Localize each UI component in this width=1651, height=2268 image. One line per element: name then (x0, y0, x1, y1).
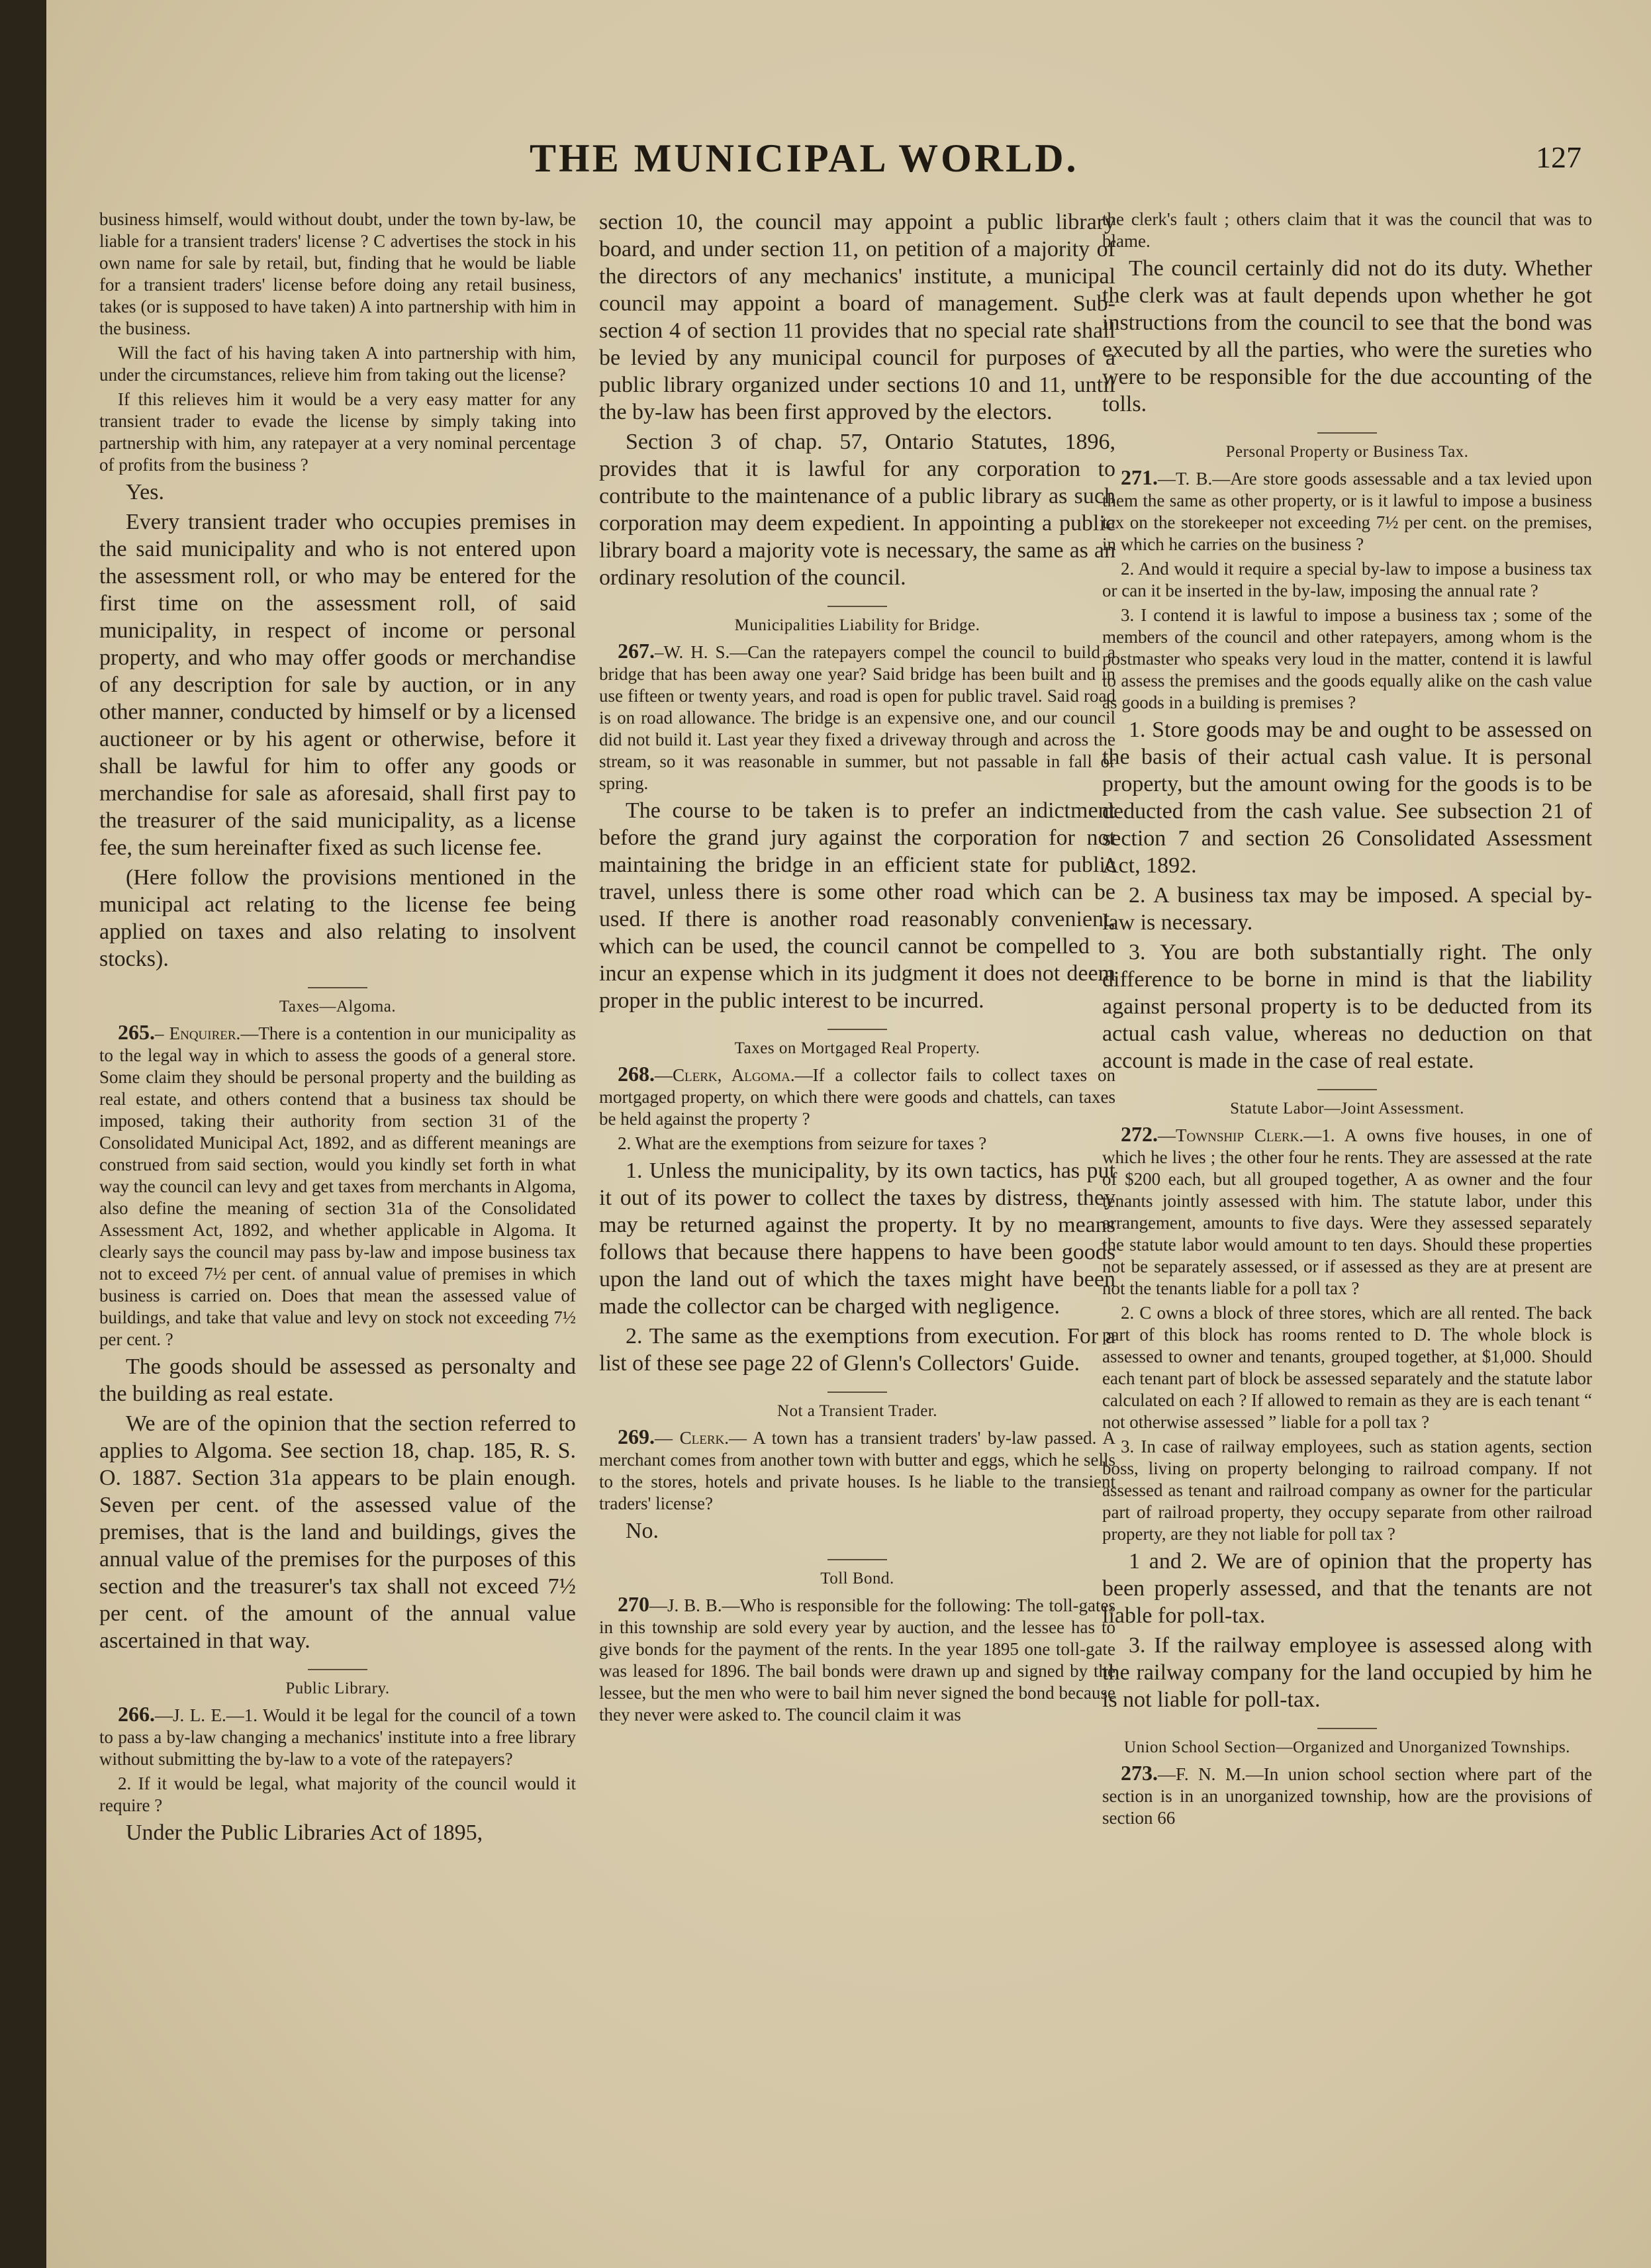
query-269 (599, 1426, 1115, 1515)
answer-text: section 10, the council may appoint a public library board, and under section 11, on petition of a majority of the directors of any mechanics' institute, a municipal council may appoint a board of management. Sub-section 4 of section 11 provides that no special rate shall be levied by any municipal council for purposes of a public library organized under sections 10 and 11, until the by-law has been first approved by the electors. (599, 210, 1115, 424)
query-text: 3. I contend it is lawful to impose a business tax ; some of the members of the council and other ratepayers, among whom is the postmaster who speaks very loud in the matter, contend it is lawful to assess the premises and the goods equally alike on the cash value as goods in a building is premises ? (1102, 605, 1592, 712)
query-text: 2. C owns a block of three stores, which are all rented. The back part of this block has rooms rented to D. The whole block is assessed to owner and tenants, grouped together, at $1,000. Should each tenant part of block be assessed separately and the statute labor calculated on each ? If allowed to remain as they are is each tenant “ not otherwise assessed ” liable for a poll tax ? (1102, 1303, 1592, 1432)
section-heading: Personal Property or Business Tax. (1102, 432, 1592, 461)
query-number: 267. (618, 639, 655, 663)
query-author: –W. H. S. (655, 642, 730, 662)
answer-text: We are of the opinion that the section referred to applies to Algoma. See section 18, chap. 185, R. S. O. 1887. Section 31a appears to be plain enough. Seven per cent. of the assessed value of the premises, that is the land and buildings, gives the annual value of the premises for the purposes of this section and the treasurer's tax shall not exceed 7½ per cent. of the amount of the annual value ascertained in that way. (99, 1411, 576, 1653)
column-middle (599, 209, 1115, 1728)
query-268 (599, 1063, 1115, 1130)
answer-text: 1 and 2. We are of opinion that the property has been properly assessed, and that the tenants are not liable for poll-tax. (1102, 1549, 1592, 1628)
section-heading: Union School Section—Organized and Unorganized Townships. (1102, 1728, 1592, 1757)
query-author: – Enquirer. (155, 1023, 241, 1043)
answer-text: Every transient trader who occupies premises in the said municipality and who is not entered upon the assessment roll, or who may be entered for the first time on the assessment roll, of said municipality, in respect of income or personal property, and who may offer goods or merchandise of any description for sale by auction, or in any other manner, conducted by himself or by a licensed auctioneer or by his agent or otherwise, before it shall be lawful for him to offer any goods or merchandise for sale as aforesaid, shall first pay to the treasurer of the said municipality, as a license fee, the sum hereinafter fixed as such license fee. (99, 510, 576, 860)
section-heading: Taxes—Algoma. (99, 987, 576, 1016)
query-text: If this relieves him it would be a very easy matter for any transient trader to evade the license by simply taking into partnership with him, any ratepayer at a very nominal percentage of profits from the business ? (99, 389, 576, 475)
query-273 (1102, 1762, 1592, 1829)
answer-text: 1. Store goods may be and ought to be assessed on the basis of their actual cash value. It is personal property, but the amount owing for the goods is to be deducted from the cash value. See subsection 21 of section 7 and section 26 Consolidated Assessment Act, 1892. (1102, 718, 1592, 878)
answer-text: The course to be taken is to prefer an indictment before the grand jury against the corporation for not maintaining the bridge in an efficient state for public travel, unless there is some other road which can be used. If there is another road reasonably convenient, which can be used, the council cannot be compelled to incur an expense which in its judgment it does not deem proper in the public interest to be incurred. (599, 798, 1115, 1013)
query-number: 268. (618, 1062, 655, 1086)
page-number: 127 (1536, 140, 1581, 174)
query-270 (599, 1593, 1115, 1726)
section-heading: Municipalities Liability for Bridge. (599, 606, 1115, 635)
query-number: 271. (1121, 465, 1158, 489)
query-body: — A town has a transient traders' by-law passed. A merchant comes from another town with butter and eggs, which he sells to the stores, hotels and private houses. Is he liable to the transient traders' license? (599, 1428, 1115, 1513)
query-text: business himself, would without doubt, under the town by-law, be liable for a transient traders' license ? C advertises the stock in his own name for sale by retail, but, finding that he would be liable for a transient traders' license before doing any retail business, takes (or is supposed to have taken) A into partnership with him in the business. (99, 209, 576, 338)
section-heading: Toll Bond. (599, 1559, 1115, 1588)
answer-text: No. (626, 1519, 659, 1543)
query-body: —Can the ratepayers compel the council to build a bridge that has been away one year? Said bridge has been built and in use fifteen or twenty years, and road is open for public travel. Said road is on road allowance. The bridge is an expensive one, and our council did not build it. Last year they fixed a driveway through and across the stream, so it was reasonable in summer, but not passable in fall or spring. (599, 642, 1115, 793)
section-heading: Taxes on Mortgaged Real Property. (599, 1029, 1115, 1058)
query-number: 266. (118, 1702, 155, 1726)
answer-text: 2. The same as the exemptions from execution. For a list of these see page 22 of Glenn's Collectors' Guide. (599, 1324, 1115, 1376)
answer-text: Yes. (126, 480, 164, 504)
query-body: —There is a contention in our municipality as to the legal way in which to assess the goods of a general store. Some claim they should be personal property and the building as real estate, and others contend that a business tax should be imposed, taking their authority from section 31 of the Consolidated Municipal Act, 1892, and as different meanings are construed from said section, would you kindly set forth in what way the council can levy and get taxes from merchants in Algoma, also define the meaning of section 31a of the Consolidated Assessment Act, 1892, and whether applicable in Algoma. It clearly says the council may pass by-law and impose business tax not to exceed 7½ per cent. of annual value of premises in which business is carried on. Does that mean the assessed value of buildings, and take that value and levy on stock not exceeding 7½ per cent. ? (99, 1023, 576, 1349)
query-number: 270 (618, 1592, 649, 1616)
query-number: 273. (1121, 1761, 1158, 1785)
page (46, 0, 1651, 2268)
query-author: —Township Clerk. (1158, 1125, 1304, 1145)
column-left (99, 209, 576, 1849)
query-text: the clerk's fault ; others claim that it was the council that was to blame. (1102, 209, 1592, 251)
answer-text: The goods should be assessed as personalty and the building as real estate. (99, 1354, 576, 1406)
query-265 (99, 1021, 576, 1350)
query-272 (1102, 1123, 1592, 1299)
query-267 (599, 640, 1115, 794)
answer-text: Section 3 of chap. 57, Ontario Statutes, 1896, provides that it is lawful for any corporation to contribute to the maintenance of a public library as such corporation may deem expedient. In appointing a public library board a majority vote is necessary, the same as an ordinary resolution of the council. (599, 430, 1115, 590)
answer-text: 1. Unless the municipality, by its own tactics, has put it out of its power to collect the taxes by distress, they may be returned against the property. It by no means follows that because there happens to have been goods upon the land out of which the taxes might have been made the collector can be charged with negligence. (599, 1158, 1115, 1319)
page-header (46, 136, 1651, 182)
query-body: —1. A owns five houses, in one of which he lives ; the other four he rents. They are assessed at the rate of $200 each, but all grouped together, A as owner and the four tenants jointly assessed with him. The statute labor, under this arrangement, amounts to five days. Were they assessed separately the statute labor would amount to ten days. Should these properties not be separately assessed, or if assessed as they are at present are not the tenants liable for a poll tax ? (1102, 1125, 1592, 1298)
query-text: 2. What are the exemptions from seizure for taxes ? (618, 1133, 987, 1153)
column-right (1102, 209, 1592, 1832)
query-271 (1102, 467, 1592, 555)
section-heading: Public Library. (99, 1669, 576, 1698)
answer-text: 3. If the railway employee is assessed along with the railway company for the land occupied by him he is not liable for poll-tax. (1102, 1633, 1592, 1712)
query-body: —1. Would it be legal for the council of a town to pass a by-law changing a mechanics' institute into a free library without submitting the by-law to a vote of the ratepayers? (99, 1705, 576, 1769)
answer-text: 3. You are both substantially right. The only difference to be borne in mind is that the liability against personal property is to be deducted from its actual cash value, whereas no deduction on that account is made in the case of real estate. (1102, 940, 1592, 1073)
query-body: —Who is responsible for the following: The toll-gates in this township are sold every year by auction, and the lessee has to give bonds for the payment of the rents. In the year 1895 one toll-gate was leased for 1896. The bail bonds were drawn up and signed by the lessee, but the men who were to bail him never signed the bond because they never were asked to. The council claim it was (599, 1595, 1115, 1725)
query-author: —T. B. (1158, 469, 1213, 489)
query-number: 265. (118, 1020, 155, 1044)
query-author: —Clerk, Algoma. (655, 1065, 795, 1085)
query-text: 3. In case of railway employees, such as station agents, section boss, living on property belonging to railroad company. If not assessed as tenant and railroad company as owner for the particular part of railroad property, they occupy separate from other railroad property, are they not liable for poll tax ? (1102, 1437, 1592, 1544)
answer-text: 2. A business tax may be imposed. A special by-law is necessary. (1102, 883, 1592, 935)
query-number: 272. (1121, 1122, 1158, 1146)
section-heading: Not a Transient Trader. (599, 1392, 1115, 1421)
query-text: Will the fact of his having taken A into partnership with him, under the circumstances, relieve him from taking out the license? (99, 343, 576, 385)
query-author: —J. L. E. (155, 1705, 226, 1725)
query-text: 2. And would it require a special by-law to impose a business tax or can it be inserted in the by-law, imposing the annual rate ? (1102, 559, 1592, 600)
query-author: —F. N. M. (1158, 1764, 1246, 1784)
section-heading: Statute Labor—Joint Assessment. (1102, 1089, 1592, 1118)
query-number: 269. (618, 1425, 655, 1448)
query-author: —J. B. B. (649, 1595, 722, 1615)
query-body: —If a collector fails to collect taxes on mortgaged property, on which there were goods and chattels, can taxes be held against the property ? (599, 1065, 1115, 1129)
query-text: 2. If it would be legal, what majority of the council would it require ? (99, 1773, 576, 1815)
answer-text: Under the Public Libraries Act of 1895, (126, 1820, 483, 1845)
answer-text: (Here follow the provisions mentioned in the municipal act relating to the license fee being applied on taxes and also relating to insolvent stocks). (99, 865, 576, 971)
query-body: —In union school section where part of the section is in an unorganized township, how are the provisions of section 66 (1102, 1764, 1592, 1828)
query-author: — Clerk. (655, 1428, 729, 1448)
answer-text: The council certainly did not do its duty. Whether the clerk was at fault depends upon whether he got instructions from the council to see that the bond was executed by all the parties, who were the sureties who were to be responsible for the due accounting of the tolls. (1102, 256, 1592, 416)
masthead-title: THE MUNICIPAL WORLD. (530, 136, 1079, 180)
query-body: —Are store goods assessable and a tax levied upon them the same as other property, or is it lawful to impose a business tax on the storekeeper not exceeding 7½ per cent. on the premises, in which he carries on the business ? (1102, 469, 1592, 554)
query-266 (99, 1703, 576, 1770)
